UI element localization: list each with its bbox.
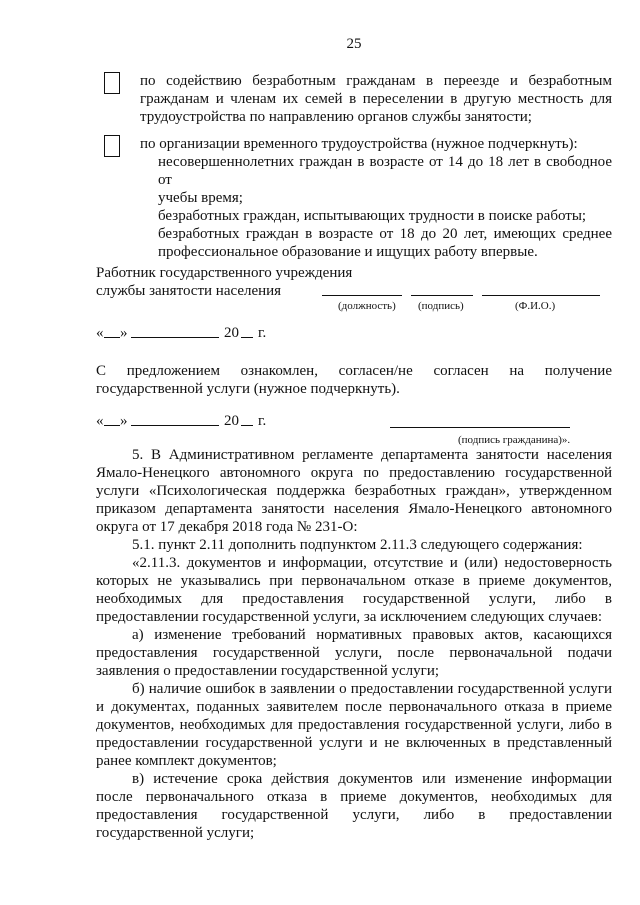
checkbox-temporary-employment[interactable] [104, 135, 120, 157]
date2-month-line[interactable] [131, 425, 219, 426]
date2-quote-close: » [120, 413, 128, 429]
citizen-signature-line[interactable] [390, 427, 570, 428]
date2-day-line[interactable] [104, 425, 120, 426]
paragraph-line: «2.11.3. документов и информации, отсутствие и (или) недостоверность [132, 555, 612, 571]
page-number: 25 [346, 36, 362, 52]
agreement-line1: С предложением ознакомлен, согласен/не согласен на получение [96, 363, 612, 379]
option-line: гражданам и членам их семей в переселении в другую местность для [140, 91, 612, 107]
date1-day-line[interactable] [104, 337, 120, 338]
date1-quote-close: » [120, 325, 128, 341]
date2-year-line[interactable] [241, 425, 253, 426]
worker-title-line2: службы занятости населения [96, 283, 282, 299]
paragraph-line: 5. В Административном регламенте департамента занятости населения [132, 447, 612, 463]
date1-month-line[interactable] [131, 337, 219, 338]
paragraph-line: заявления о предоставлении государственной услуги; [96, 663, 440, 679]
main-body [96, 446, 612, 842]
paragraph-line: необходимых для предоставления государственной услуги, либо в [96, 591, 612, 607]
name-label: (Ф.И.О.) [515, 300, 556, 312]
paragraph-line: предоставления государственной услуги, после первоначальной подачи [96, 645, 612, 661]
paragraph-line: услуги «Психологическая поддержка безработных граждан», утвержденном [96, 483, 612, 499]
paragraph-line: предоставлении государственной услуги и не включенных в представленный [96, 735, 612, 751]
signature-line[interactable] [411, 295, 473, 296]
paragraph-line: которых не указывались при первоначальном отказе в приеме документов, [96, 573, 612, 589]
paragraph-line: б) наличие ошибок в заявлении о предоставлении государственной услуги [132, 681, 612, 697]
paragraph-line: предоставлении государственной услуги, за исключением следующих случаев: [96, 609, 602, 625]
option-line: трудоустройства по направлению органов службы занятости; [140, 109, 532, 125]
option-item-line[interactable]: профессиональное образование и ищущих работу впервые. [158, 244, 538, 260]
option-heading: по организации временного трудоустройства (нужное подчеркнуть): [140, 136, 578, 152]
agreement-line2: государственной услуги (нужное подчеркнуть). [96, 381, 400, 397]
citizen-signature-label: (подпись гражданина)». [458, 434, 571, 446]
date1-year: 20 [224, 325, 239, 341]
name-line[interactable] [482, 295, 600, 296]
date1-quote-open: « [96, 325, 104, 341]
paragraph-line: в) истечение срока действия документов или изменение информации [132, 771, 612, 787]
date1-suffix: г. [258, 325, 267, 341]
option-relocation-text [140, 72, 612, 126]
option-item-line[interactable]: несовершеннолетних граждан в возрасте от 14 до 18 лет в свободное от [158, 154, 612, 188]
option-item-line[interactable]: безработных граждан, испытывающих трудности в поиске работы; [158, 208, 587, 224]
paragraph-line: документов, необходимых для предоставления государственной услуги, либо в [96, 717, 612, 733]
option-items [158, 153, 612, 261]
paragraph-line: 5.1. пункт 2.11 дополнить подпунктом 2.11.3 следующего содержания: [132, 537, 583, 553]
checkbox-relocation[interactable] [104, 72, 120, 94]
paragraph-line: Ямало-Ненецкого автономного округа по предоставлению государственной [96, 465, 612, 481]
paragraph-line: приказом департамента занятости населения Ямало-Ненецкого автономного [96, 501, 612, 517]
paragraph-line: государственной услуги; [96, 825, 255, 841]
position-label: (должность) [338, 300, 396, 312]
option-temporary-employment [140, 135, 612, 153]
paragraph-line: а) изменение требований нормативных правовых актов, касающихся [132, 627, 612, 643]
paragraph-line: после первоначального отказа в приеме документов, необходимых для [96, 789, 612, 805]
date2-year: 20 [224, 413, 239, 429]
position-line[interactable] [322, 295, 402, 296]
option-item-line[interactable]: учебы время; [158, 190, 243, 206]
paragraph-line: предоставления государственной услуги, либо в предоставлении [96, 807, 612, 823]
date2-quote-open: « [96, 413, 104, 429]
option-line: по содействию безработным гражданам в переезде и безработным [140, 73, 612, 89]
worker-title-line1: Работник государственного учреждения [96, 265, 353, 281]
option-item-line[interactable]: безработных граждан в возрасте от 18 до 20 лет, имеющих среднее [158, 226, 612, 242]
paragraph-line: округа от 17 декабря 2018 года № 231-О: [96, 519, 358, 535]
signature-label: (подпись) [418, 300, 464, 312]
date1-year-line[interactable] [241, 337, 253, 338]
date2-suffix: г. [258, 413, 267, 429]
paragraph-line: ранее комплект документов; [96, 753, 277, 769]
paragraph-line: и документах, поданных заявителем после первоначального отказа в приеме [96, 699, 612, 715]
